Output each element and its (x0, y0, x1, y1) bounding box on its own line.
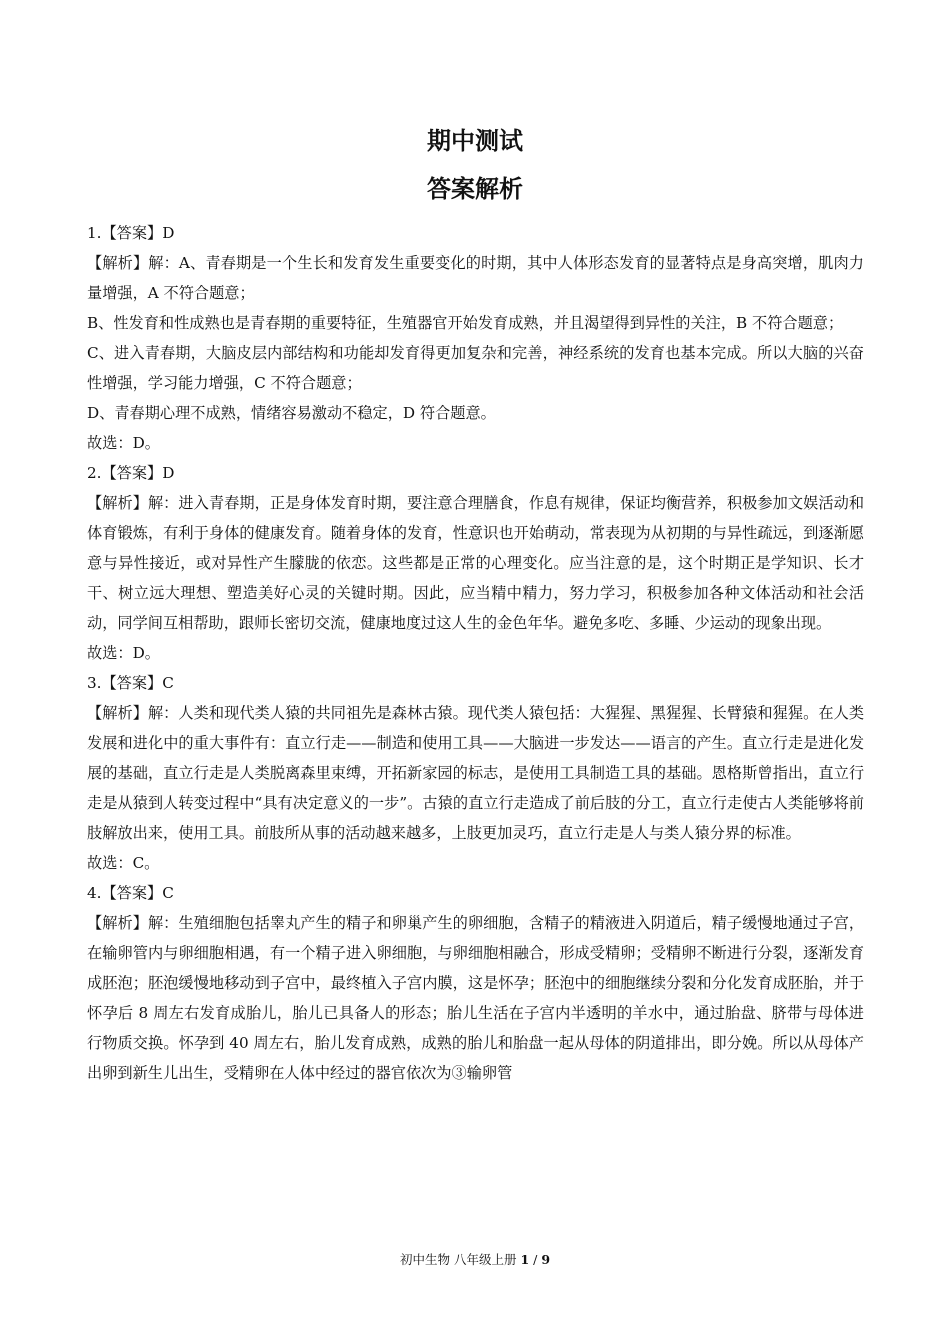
choice-conclusion: 故选：D。 (87, 644, 160, 662)
choice-conclusion: 故选：D。 (87, 434, 160, 452)
analysis-paragraph: 【解析】解：生殖细胞包括睾丸产生的精子和卵巢产生的卵细胞，含精子的精液进入阴道后，精子缓慢地通过子宫，在输卵管内与卵细胞相遇，有一个精子进入卵细胞，与卵细胞相融合，形成受精卵；受精卵不断进行分裂，逐渐发育成胚泡；胚泡缓慢地移动到子宫中，最终植入子宫内膜，这是怀孕；胚泡中的细胞继续分裂和分化发育成胚胎，并于怀孕后 8 周左右发育成胎儿，胎儿已具备人的形态；胎儿生活在子宫内半透明的羊水中，通过胎盘、脐带与母体进行物质交换。怀孕到 40 周左右，胎儿发育成熟，成熟的胎儿和胎盘一起从母体的阴道排出，即分娩。所以从母体产出卵到新生儿出生，受精卵在人体中经过的器官依次为③输卵管 (87, 914, 864, 1082)
analysis-paragraph: 【解析】解：进入青春期，正是身体发育时期，要注意合理膳食，作息有规律，保证均衡营养，积极参加文娱活动和体育锻炼，有利于身体的健康发育。随着身体的发育，性意识也开始萌动，常表现为从初期的与异性疏远，到逐渐愿意与异性接近，或对异性产生朦胧的依恋。这些都是正常的心理变化。应当注意的是，这个时期正是学知识、长才干、树立远大理想、塑造美好心灵的关键时期。因此，应当精中精力，努力学习，积极参加各种文体活动和社会活动，同学间互相帮助，跟师长密切交流，健康地度过这人生的金色年华。避免多吃、多睡、少运动的现象出现。 (87, 494, 864, 632)
page-title: 期中测试 (427, 127, 523, 155)
footer-course: 初中生物 八年级上册 (399, 1252, 521, 1267)
footer-page-separator: / (529, 1252, 542, 1267)
page-subtitle: 答案解析 (427, 175, 523, 203)
footer-page-total: 9 (541, 1252, 551, 1267)
answer-1-heading: 1.【答案】D (87, 224, 175, 242)
analysis-paragraph: C、进入青春期，大脑皮层内部结构和功能却发育得更加复杂和完善，神经系统的发育也基本完成。所以大脑的兴奋性增强，学习能力增强，C 不符合题意； (87, 344, 864, 392)
analysis-paragraph: B、性发育和性成熟也是青春期的重要特征，生殖器官开始发育成熟，并且渴望得到异性的关注，B 不符合题意； (87, 314, 844, 332)
answer-2-heading: 2.【答案】D (87, 464, 175, 482)
choice-conclusion: 故选：C。 (87, 854, 160, 872)
answer-3-heading: 3.【答案】C (87, 674, 174, 692)
page-footer (0, 1252, 950, 1268)
analysis-paragraph: 【解析】解：A、青春期是一个生长和发育发生重要变化的时期，其中人体形态发育的显著特点是身高突增，肌肉力量增强，A 不符合题意； (87, 254, 864, 302)
analysis-paragraph: D、青春期心理不成熟，情绪容易激动不稳定，D 符合题意。 (87, 404, 496, 422)
document-body (87, 218, 864, 1088)
answer-4-heading: 4.【答案】C (87, 884, 174, 902)
analysis-paragraph: 【解析】解：人类和现代类人猿的共同祖先是森林古猿。现代类人猿包括：大猩猩、黑猩猩、长臂猿和猩猩。在人类发展和进化中的重大事件有：直立行走——制造和使用工具——大脑进一步发达——语言的产生。直立行走是进化发展的基础，直立行走是人类脱离森里束缚，开拓新家园的标志，是使用工具制造工具的基础。恩格斯曾指出，直立行走是从猿到人转变过程中“具有决定意义的一步”。古猿的直立行走造成了前后肢的分工，直立行走使古人类能够将前肢解放出来，使用工具。前肢所从事的活动越来越多，上肢更加灵巧，直立行走是人与类人猿分界的标准。 (87, 704, 864, 842)
footer-page-current: 1 (520, 1252, 530, 1267)
